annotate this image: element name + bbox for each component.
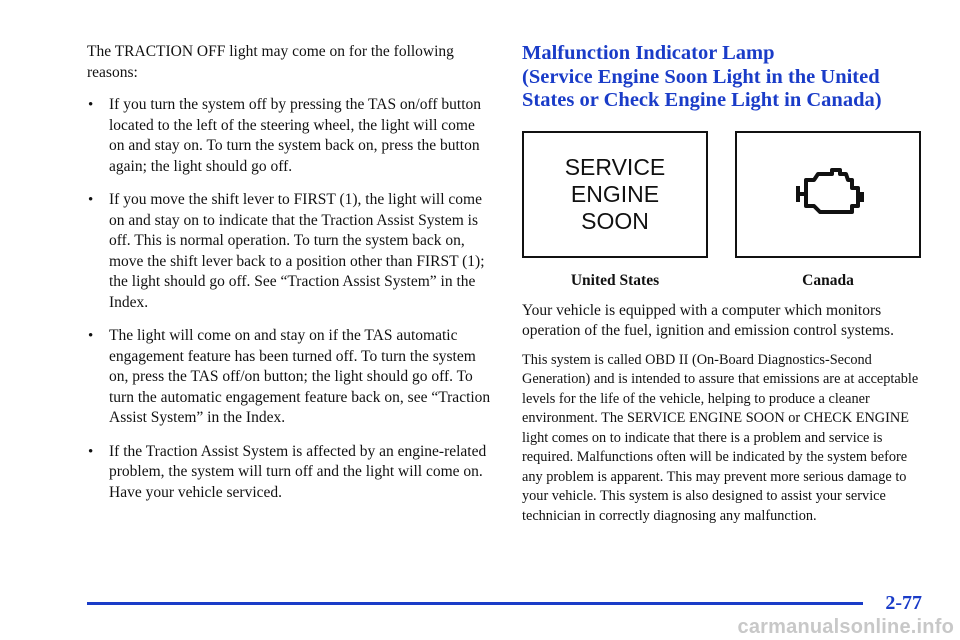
caption-canada: Canada <box>802 271 854 289</box>
service-engine-soon-text <box>565 154 666 235</box>
check-engine-lamp <box>735 131 921 258</box>
bullet-icon: • <box>88 97 94 113</box>
indicator-lamp-figures <box>522 131 922 301</box>
bullet-icon: • <box>88 328 94 344</box>
left-column <box>87 42 492 516</box>
list-item <box>87 442 492 504</box>
list-item-text: If you move the shift lever to FIRST (1), the light will come on and stay on to indicate that the Traction Assist System is off. This is normal operation. To turn the system back on, move the shift lever back to a position other than FIRST (1); the light should go off. See “Traction Assist System” in the Index. <box>109 191 485 311</box>
intro-paragraph: The TRACTION OFF light may come on for the following reasons: <box>87 43 454 81</box>
check-engine-icon <box>788 166 868 222</box>
lamp-text-line: SOON <box>581 207 649 234</box>
footer-rule <box>87 602 863 605</box>
bullet-icon: • <box>88 192 94 208</box>
heading-line: (Service Engine Soon Light in the United <box>522 65 880 88</box>
list-item <box>87 190 492 313</box>
right-column <box>522 42 922 536</box>
watermark: carmanualsonline.info <box>737 616 954 638</box>
list-item-text: If you turn the system off by pressing the TAS on/off button located to the left of the steering wheel, the light will come on and stay on. To turn the system back on, press the button again; the light should go off. <box>109 96 482 175</box>
section-heading <box>522 42 922 113</box>
list-item <box>87 326 492 429</box>
caption-united-states: United States <box>570 271 660 289</box>
heading-line: Malfunction Indicator Lamp <box>522 42 775 64</box>
list-item-text: The light will come on and stay on if the TAS automatic engagement feature has been turned off. To turn the system on, press the TAS off/on button; the light should go off. To turn the automatic engagement feature back on, see “Traction Assist System” in the Index. <box>109 327 491 426</box>
obd-description <box>522 301 922 527</box>
bullet-icon: • <box>88 443 94 460</box>
service-engine-soon-lamp <box>522 131 708 258</box>
paragraph: This system is called OBD II (On-Board Diagnostics-Second Generation) and is intended to assure that emissions are at acceptable levels for the life of the vehicle, helping to produce a cleaner environment. The SERVICE ENGINE SOON or CHECK ENGINE light comes on to indicate that there is a problem and service is required. Malfunctions often will be indicated by the system before any problem is apparent. This may prevent more serious damage to your vehicle. This system is also designed to assist your service technician in correctly diagnosing any malfunction. <box>522 351 919 524</box>
list-item-text: If the Traction Assist System is affected by an engine-related problem, the system will turn off and the light will come on. Have your vehicle serviced. <box>109 442 487 501</box>
lamp-text-line: ENGINE <box>570 180 660 207</box>
page-number: 2-77 <box>885 592 922 614</box>
lamp-text-line: SERVICE <box>564 153 666 180</box>
heading-line: States or Check Engine Light in Canada) <box>522 89 882 111</box>
paragraph: Your vehicle is equipped with a computer which monitors operation of the fuel, ignition and emission control systems. <box>522 301 894 339</box>
list-item <box>87 95 492 177</box>
reasons-list <box>87 95 492 503</box>
